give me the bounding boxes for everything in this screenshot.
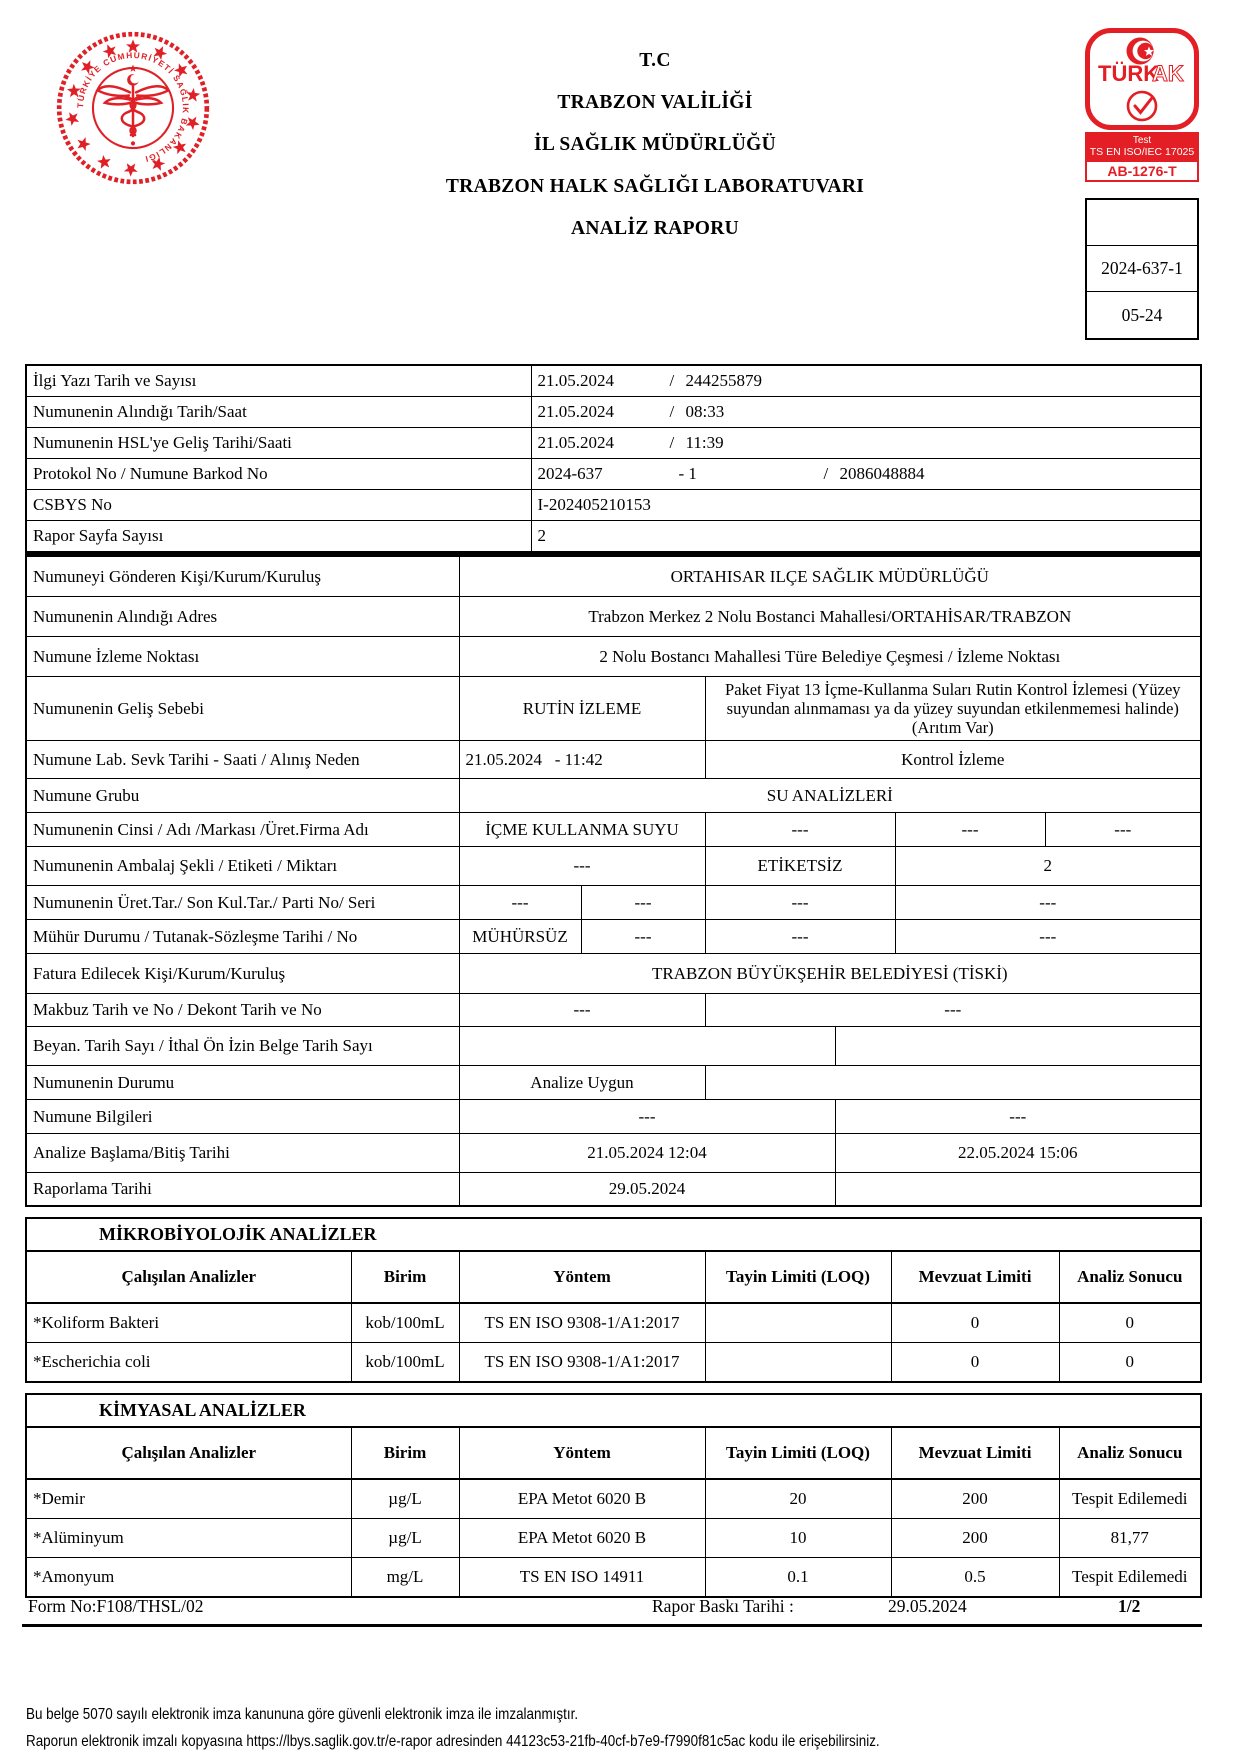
col-header-analyte: Çalışılan Analizler [26, 1251, 351, 1303]
sample-condition-extra [705, 1066, 1201, 1100]
payment-slip-info: --- [705, 994, 1201, 1027]
row-label: Numune İzleme Noktası [26, 637, 459, 677]
e-signature-note: Bu belge 5070 sayılı elektronik imza kanununa göre güvenli elektronik imza ile imzalanmıştır. [26, 1706, 579, 1723]
row-value: 21.05.2024 / 11:39 [531, 428, 1201, 459]
row-label: Protokol No / Numune Barkod No [26, 459, 531, 490]
row-label: Raporlama Tarihi [26, 1173, 459, 1207]
title-mudurluk: İL SAĞLIK MÜDÜRLÜĞÜ [534, 134, 776, 155]
seal-circular-text: TÜRKİYE CUMHURİYETİ SAĞLIK BAKANLIĞI [74, 49, 192, 165]
ministry-of-health-seal-icon [55, 30, 211, 186]
row-label: Numunenin Alındığı Adres [26, 597, 459, 637]
title-rapor: ANALİZ RAPORU [570, 218, 740, 239]
serial-no: --- [895, 886, 1201, 920]
analyte-loq: 10 [705, 1519, 891, 1558]
batch-no: --- [705, 886, 895, 920]
report-titles [255, 50, 1055, 260]
row-value: 21.05.2024 / 08:33 [531, 397, 1201, 428]
row-label: CSBYS No [26, 490, 531, 521]
analyte-result: 81,77 [1059, 1519, 1201, 1558]
col-header-unit: Birim [351, 1251, 459, 1303]
col-header-result: Analiz Sonucu [1059, 1427, 1201, 1479]
turkak-band-line1: Test [1132, 135, 1152, 146]
turkak-accreditation-number: AB-1276-T [1085, 160, 1199, 182]
analyte-limit: 0 [891, 1343, 1059, 1383]
row-label: Numunenin Üret.Tar./ Son Kul.Tar./ Parti No/ Seri [26, 886, 459, 920]
analyte-unit: kob/100mL [351, 1303, 459, 1343]
analyte-method: TS EN ISO 9308-1/A1:2017 [459, 1343, 705, 1383]
seal-status: MÜHÜRSÜZ [459, 920, 581, 954]
sample-group-value: SU ANALİZLERİ [459, 779, 1201, 813]
row-label: Numunenin HSL'ye Geliş Tarihi/Saati [26, 428, 531, 459]
analyte-name: *Alüminyum [26, 1519, 351, 1558]
caduceus-icon [98, 86, 169, 136]
col-header-unit: Birim [351, 1427, 459, 1479]
analyte-result: 0 [1059, 1343, 1201, 1383]
analyte-result: Tespit Edilemedi [1059, 1479, 1201, 1519]
row-label: Numune Bilgileri [26, 1100, 459, 1134]
address-value: Trabzon Merkez 2 Nolu Bostanci Mahallesi/ORTAHİSAR/TRABZON [459, 597, 1201, 637]
title-valilik: TRABZON VALİLİĞİ [557, 92, 753, 113]
row-label: Mühür Durumu / Tutanak-Sözleşme Tarihi / No [26, 920, 459, 954]
turkak-scope-band [1085, 132, 1199, 160]
col-header-loq: Tayin Limiti (LOQ) [705, 1427, 891, 1479]
chemical-section-title: KİMYASAL ANALİZLER [26, 1394, 1201, 1427]
registration-table [25, 364, 1202, 554]
row-value: 2 [531, 521, 1201, 553]
row-label: Numunenin Geliş Sebebi [26, 677, 459, 741]
analyte-limit: 0 [891, 1303, 1059, 1343]
analyte-name: *Escherichia coli [26, 1343, 351, 1383]
analyte-method: EPA Metot 6020 B [459, 1519, 705, 1558]
row-value: 21.05.2024 / 244255879 [531, 365, 1201, 397]
row-label: Numunenin Durumu [26, 1066, 459, 1100]
analysis-end: 22.05.2024 15:06 [835, 1134, 1201, 1173]
label-status: ETİKETSİZ [705, 847, 895, 886]
turkak-accreditation-mark [1085, 28, 1199, 182]
microbiology-section-title: MİKROBİYOLOJİK ANALİZLER [26, 1218, 1201, 1251]
report-number: 2024-637-1 [1087, 246, 1197, 292]
e-report-access-note: Raporun elektronik imzalı kopyasına https://lbys.saglik.gov.tr/e-rapor adresinden 44123c53-21fb-40cf-b7e9-f7990f81c5ac kodu ile erişebilirsiniz. [26, 1733, 880, 1750]
sample-note-2: --- [835, 1100, 1201, 1134]
title-laboratuvar: TRABZON HALK SAĞLIĞI LABORATUVARI [445, 176, 865, 197]
contract-no: --- [895, 920, 1201, 954]
page-number: 1/2 [1118, 1596, 1141, 1616]
contract-date: --- [705, 920, 895, 954]
row-label: Numunenin Ambalaj Şekli / Etiketi / Miktarı [26, 847, 459, 886]
turkak-band-line2: TS EN ISO/IEC 17025 [1089, 146, 1195, 158]
row-label: Analize Başlama/Bitiş Tarihi [26, 1134, 459, 1173]
col-header-result: Analiz Sonucu [1059, 1251, 1201, 1303]
monitoring-point-value: 2 Nolu Bostancı Mahallesi Türe Belediye Çeşmesi / İzleme Noktası [459, 637, 1201, 677]
analyte-name: *Koliform Bakteri [26, 1303, 351, 1343]
expiry-date: --- [581, 886, 705, 920]
analyte-method: TS EN ISO 14911 [459, 1558, 705, 1598]
reporting-date: 29.05.2024 [459, 1173, 835, 1207]
import-permit-info [835, 1027, 1201, 1066]
row-label: Fatura Edilecek Kişi/Kurum/Kuruluş [26, 954, 459, 994]
print-date-value: 29.05.2024 [888, 1596, 967, 1616]
row-value: 2024-637 - 1 / 2086048884 [531, 459, 1201, 490]
sample-note-1: --- [459, 1100, 835, 1134]
col-header-method: Yöntem [459, 1251, 705, 1303]
analyte-loq: 0.1 [705, 1558, 891, 1598]
package-type: --- [459, 847, 705, 886]
signature-notes [26, 1701, 880, 1755]
analyte-limit: 200 [891, 1479, 1059, 1519]
col-header-method: Yöntem [459, 1427, 705, 1479]
sample-condition: Analize Uygun [459, 1066, 705, 1100]
dispatch-reason: Kontrol İzleme [705, 741, 1201, 779]
analyte-name: *Demir [26, 1479, 351, 1519]
analyte-loq [705, 1343, 891, 1383]
arrival-reason-package: Paket Fiyat 13 İçme-Kullanma Suları Rutin Kontrol İzlemesi (Yüzey suyundan alınmaması ya da yüzey suyundan etkilenmemesi halinde) (Arıtım Var) [705, 677, 1201, 741]
col-header-analyte: Çalışılan Analizler [26, 1427, 351, 1479]
sample-firm: --- [1045, 813, 1201, 847]
arrival-reason-type: RUTİN İZLEME [459, 677, 705, 741]
analyte-result: Tespit Edilemedi [1059, 1558, 1201, 1598]
row-label: Beyan. Tarih Sayı / İthal Ön İzin Belge Tarih Sayı [26, 1027, 459, 1066]
analyte-unit: µg/L [351, 1519, 459, 1558]
receipt-info: --- [459, 994, 705, 1027]
analyte-unit: kob/100mL [351, 1343, 459, 1383]
production-date: --- [459, 886, 581, 920]
analyte-limit: 200 [891, 1519, 1059, 1558]
dispatch-datetime: 21.05.2024 - 11:42 [459, 741, 705, 779]
declaration-info [459, 1027, 835, 1066]
form-number: Form No:F108/THSL/02 [28, 1596, 204, 1616]
row-label: Makbuz Tarih ve No / Dekont Tarih ve No [26, 994, 459, 1027]
footer-divider [22, 1624, 1202, 1627]
analyte-unit: mg/L [351, 1558, 459, 1598]
quantity: 2 [895, 847, 1201, 886]
col-header-loq: Tayin Limiti (LOQ) [705, 1251, 891, 1303]
analyte-loq [705, 1303, 891, 1343]
analyte-unit: µg/L [351, 1479, 459, 1519]
print-date-label: Rapor Baskı Tarihi : [652, 1596, 794, 1616]
analysis-start: 21.05.2024 12:04 [459, 1134, 835, 1173]
turkak-brand-outline: AK [1152, 61, 1184, 86]
row-label: İlgi Yazı Tarih ve Sayısı [26, 365, 531, 397]
row-value: I-202405210153 [531, 490, 1201, 521]
record-date: --- [581, 920, 705, 954]
analyte-method: EPA Metot 6020 B [459, 1479, 705, 1519]
col-header-limit: Mevzuat Limiti [891, 1427, 1059, 1479]
col-header-limit: Mevzuat Limiti [891, 1251, 1059, 1303]
analyte-result: 0 [1059, 1303, 1201, 1343]
row-label: Numunenin Alındığı Tarih/Saat [26, 397, 531, 428]
report-number-box [1085, 198, 1199, 340]
report-number-empty-cell [1087, 200, 1197, 246]
row-label: Numune Grubu [26, 779, 459, 813]
chemical-table [25, 1393, 1202, 1598]
billing-entity: TRABZON BÜYÜKŞEHİR BELEDİYESİ (TİSKİ) [459, 954, 1201, 994]
analyte-name: *Amonyum [26, 1558, 351, 1598]
sample-brand: --- [895, 813, 1045, 847]
row-label: Numunenin Cinsi / Adı /Markası /Üret.Firma Adı [26, 813, 459, 847]
reporting-date-extra [835, 1173, 1201, 1207]
row-label: Rapor Sayfa Sayısı [26, 521, 531, 553]
analyte-limit: 0.5 [891, 1558, 1059, 1598]
row-label: Numune Lab. Sevk Tarihi - Saati / Alınış Neden [26, 741, 459, 779]
turkak-brand-bold: TÜRK [1098, 61, 1160, 86]
turkak-logo-icon [1085, 28, 1199, 130]
analyte-method: TS EN ISO 9308-1/A1:2017 [459, 1303, 705, 1343]
row-label: Numuneyi Gönderen Kişi/Kurum/Kuruluş [26, 556, 459, 597]
title-tc: T.C [639, 50, 671, 71]
report-code: 05-24 [1121, 304, 1163, 325]
analyte-loq: 20 [705, 1479, 891, 1519]
sender-value: ORTAHISAR ILÇE SAĞLIK MÜDÜRLÜĞÜ [459, 556, 1201, 597]
sample-kind: İÇME KULLANMA SUYU [459, 813, 705, 847]
microbiology-table [25, 1217, 1202, 1383]
sample-info-table [25, 554, 1202, 1207]
sample-name: --- [705, 813, 895, 847]
